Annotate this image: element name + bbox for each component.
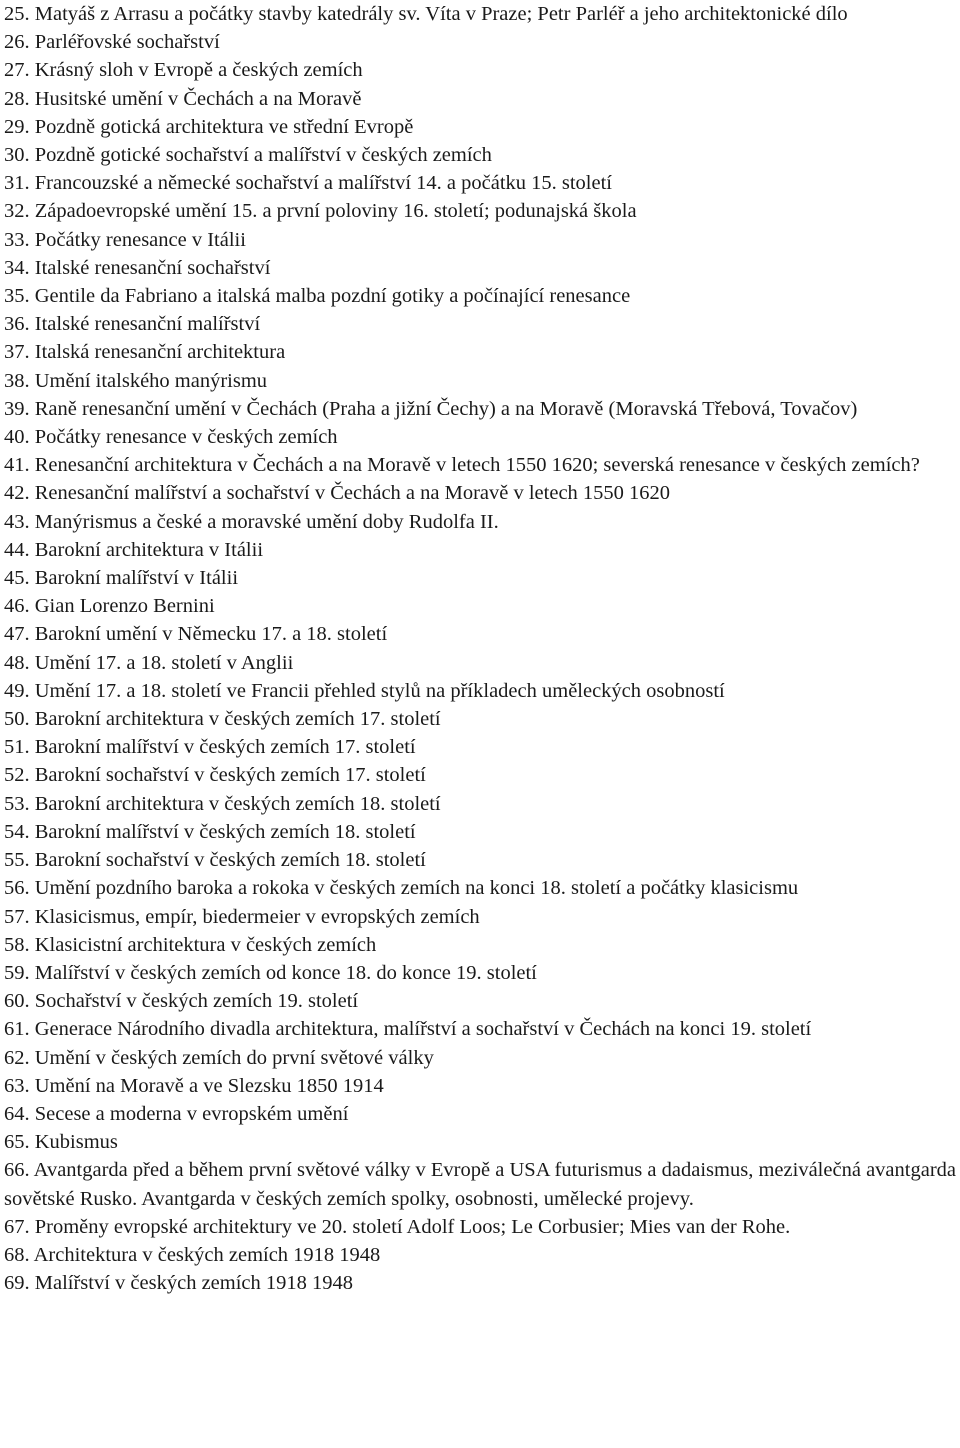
topic-item [4,113,956,141]
topic-title: Umění v českých zemích do první světové války [34,1046,434,1069]
topic-title: Umění na Moravě a ve Slezsku 1850 1914 [34,1074,384,1097]
topic-title: Kubismus [34,1131,118,1154]
topic-title: Matyáš z Arrasu a počátky stavby katedrály sv. Víta v Praze; Petr Parléř a jeho architektonické dílo [34,3,848,25]
topic-number: 59. [4,961,30,984]
topic-number: 63. [4,1074,30,1097]
topic-item [4,1044,956,1072]
topic-item [4,705,956,733]
topic-number: 48. [4,651,30,674]
topic-item [4,818,956,846]
topic-item [4,141,956,169]
topic-title: Pozdně gotická architektura ve střední Evropě [34,115,414,138]
topic-title: Husitské umění v Čechách a na Moravě [34,87,362,110]
topic-item [4,367,956,395]
topic-number: 45. [4,567,30,590]
topic-item [4,959,956,987]
topic-item [4,987,956,1015]
topic-title: Barokní malířství v Itálii [34,567,239,590]
topic-number: 60. [4,990,30,1013]
topic-item [4,592,956,620]
topic-number: 50. [4,708,30,731]
topic-item [4,1100,956,1128]
topic-title: Malířství v českých zemích 1918 1948 [34,1272,354,1295]
topic-number: 65. [4,1131,30,1154]
topic-title: Renesanční malířství a sochařství v Čechách a na Moravě v letech 1550 1620 [34,482,671,505]
topic-item [4,479,956,507]
topic-title: Klasicismus, empír, biedermeier v evropských zemích [34,905,480,928]
topic-title: Barokní architektura v českých zemích 17. století [34,708,441,731]
topic-item [4,0,956,28]
topic-number: 64. [4,1102,30,1125]
topic-title: Gentile da Fabriano a italská malba pozdní gotiky a počínající renesance [34,285,631,308]
topic-item [4,451,956,479]
topic-title: Západoevropské umění 15. a první poloviny 16. století; podunajská škola [34,200,637,223]
topic-title: Barokní architektura v Itálii [34,538,264,561]
topic-number: 36. [4,313,30,336]
topic-title: Malířství v českých zemích od konce 18. do konce 19. století [34,961,537,984]
topic-title: Sochařství v českých zemích 19. století [34,990,359,1013]
topic-number: 31. [4,172,30,195]
topic-item [4,733,956,761]
topic-number: 28. [4,87,30,110]
topic-title: Počátky renesance v Itálii [34,228,246,251]
topic-title: Generace Národního divadla architektura, malířství a sochařství v Čechách na konci 19. století [34,1018,812,1041]
topic-number: 61. [4,1018,30,1041]
topic-title: Barokní sochařství v českých zemích 18. století [34,849,426,872]
topic-number: 42. [4,482,30,505]
topic-number: 54. [4,820,30,843]
topic-list [4,0,956,1297]
topic-title: Barokní umění v Německu 17. a 18. století [34,623,388,646]
topic-number: 39. [4,397,30,420]
topic-number: 34. [4,256,30,279]
topic-title: Krásný sloh v Evropě a českých zemích [34,59,363,82]
topic-item [4,226,956,254]
topic-number: 40. [4,426,30,449]
topic-item [4,536,956,564]
topic-title: Avantgarda před a během první světové války v Evropě a USA futurismus a dadaismus, meziválečná avantgarda sovětské Rusko. Avantgarda v českých zemích spolky, osobnosti, umělecké projevy. [4,1159,956,1210]
topic-title: Parléřovské sochařství [34,31,220,54]
topic-item [4,903,956,931]
topic-title: Barokní malířství v českých zemích 17. století [34,736,416,759]
topic-number: 58. [4,933,30,956]
topic-title: Proměny evropské architektury ve 20. století Adolf Loos; Le Corbusier; Mies van der Rohe. [34,1215,791,1238]
topic-number: 52. [4,764,30,787]
topic-item [4,282,956,310]
topic-item [4,508,956,536]
topic-title: Renesanční architektura v Čechách a na Moravě v letech 1550 1620; severská renesance v českých zemích? [34,454,920,477]
topic-title: Gian Lorenzo Bernini [34,595,215,618]
topic-title: Italská renesanční architektura [34,341,286,364]
topic-item [4,310,956,338]
topic-title: Raně renesanční umění v Čechách (Praha a jižní Čechy) a na Moravě (Moravská Třebová, Tovačov) [34,397,858,420]
topic-item [4,85,956,113]
topic-number: 62. [4,1046,30,1069]
topic-number: 30. [4,144,30,167]
topic-item [4,931,956,959]
topic-title: Italské renesanční malířství [34,313,261,336]
topic-item [4,1269,956,1297]
topic-title: Architektura v českých zemích 1918 1948 [33,1243,381,1266]
topic-title: Barokní sochařství v českých zemích 17. století [34,764,426,787]
topic-title: Pozdně gotické sochařství a malířství v českých zemích [34,144,492,167]
topic-number: 35. [4,285,30,308]
topic-title: Italské renesanční sochařství [34,256,271,279]
topic-item [4,874,956,902]
topic-item [4,169,956,197]
topic-number: 68. [4,1243,30,1266]
topic-number: 51. [4,736,30,759]
topic-item [4,1015,956,1043]
topic-number: 53. [4,792,30,815]
topic-item [4,197,956,225]
topic-title: Umění 17. a 18. století ve Francii přehled stylů na příkladech uměleckých osobností [34,679,725,702]
topic-number: 55. [4,849,30,872]
topic-number: 67. [4,1215,30,1238]
topic-title: Klasicistní architektura v českých zemích [34,933,377,956]
topic-number: 47. [4,623,30,646]
topic-number: 32. [4,200,30,223]
topic-item [4,56,956,84]
topic-item [4,1156,956,1212]
topic-item [4,761,956,789]
document-page [4,0,956,1297]
topic-item [4,620,956,648]
topic-item [4,649,956,677]
topic-item [4,677,956,705]
topic-number: 38. [4,369,30,392]
topic-title: Barokní malířství v českých zemích 18. století [34,820,416,843]
topic-title: Manýrismus a české a moravské umění doby Rudolfa II. [34,510,499,533]
topic-title: Umění 17. a 18. století v Anglii [34,651,294,674]
topic-item [4,28,956,56]
topic-number: 33. [4,228,30,251]
topic-number: 26. [4,31,30,54]
topic-item [4,254,956,282]
topic-item [4,790,956,818]
topic-number: 29. [4,115,30,138]
topic-title: Barokní architektura v českých zemích 18. století [34,792,441,815]
topic-title: Počátky renesance v českých zemích [34,426,338,449]
topic-number: 49. [4,679,30,702]
topic-title: Secese a moderna v evropském umění [34,1102,349,1125]
topic-number: 46. [4,595,30,618]
topic-number: 66. [4,1159,30,1182]
topic-item [4,1128,956,1156]
topic-number: 69. [4,1272,30,1295]
topic-number: 57. [4,905,30,928]
topic-title: Umění italského manýrismu [34,369,268,392]
topic-item [4,1072,956,1100]
topic-item [4,395,956,423]
topic-item [4,1213,956,1241]
topic-item [4,846,956,874]
topic-number: 27. [4,59,30,82]
topic-number: 41. [4,454,30,477]
topic-title: Umění pozdního baroka a rokoka v českých zemích na konci 18. století a počátky klasicismu [34,877,799,900]
topic-number: 44. [4,538,30,561]
topic-item [4,564,956,592]
topic-number: 43. [4,510,30,533]
topic-number: 56. [4,877,30,900]
topic-item [4,338,956,366]
topic-number: 25. [4,3,30,25]
topic-number: 37. [4,341,30,364]
topic-item [4,423,956,451]
topic-item [4,1241,956,1269]
topic-title: Francouzské a německé sochařství a malířství 14. a počátku 15. století [34,172,612,195]
